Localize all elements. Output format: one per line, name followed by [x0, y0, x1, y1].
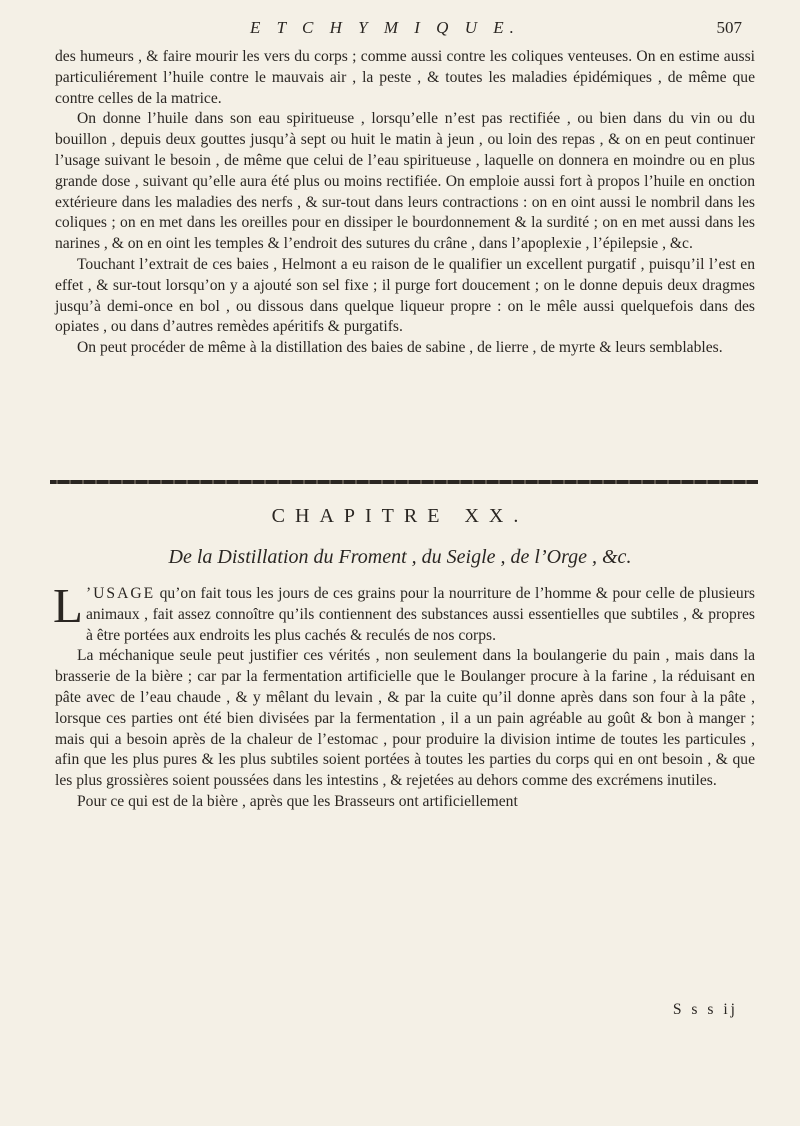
text-block-top — [55, 47, 755, 359]
paragraph: Touchant l’extrait de ces baies , Helmont a eu raison de le qualifier un excellent purgatif , puisqu’il l’est en effet , & sur-tout lorsqu’on y a ajouté son sel fixe ; il purge fort doucement ; on le donne depuis deux dragmes jusqu’à demi-once en bol , ou dissous dans quelque liqueur propre : on le mêle aussi quelquefois dans des opiates , ou dans d’autres remèdes apéritifs & purgatifs. — [55, 255, 755, 336]
page-header — [60, 18, 742, 42]
paragraph — [53, 578, 755, 646]
text-block-chapter — [53, 578, 755, 813]
paragraph: On peut procéder de même à la distillation des baies de sabine , de lierre , de myrte & leurs semblables. — [77, 339, 723, 357]
ornamental-rule — [50, 480, 758, 484]
paragraph: des humeurs , & faire mourir les vers du corps ; comme aussi contre les coliques venteuses. On en estime aussi particuliérement l’huile contre le mauvais air , la peste , & toutes les maladies épidémiques , de même que contre celles de la matrice. — [55, 48, 755, 107]
paragraph: La méchanique seule peut justifier ces vérités , non seulement dans la boulangerie du pain , mais dans la brasserie de la bière ; car par la fermentation artificielle que le Boulanger procure à la farine , la réduisant en pâte avec de l’eau chaude , & y mêlant du levain , & par la cuite qu’il donne après dans son four à la pâte , lorsque ces parties ont été bien divisées par la fermentation , il a un pain agréable au goût & bon à manger ; mais qui a besoin après de la chaleur de l’estomac , pour produire la division intime de toutes les particules , afin que les plus pures & les plus subtiles soient portées à toutes les parties du corps qui en ont besoin , & que les plus grossières soient poussées dans les intestins , & rejetées au dehors comme des excrémens inutiles. — [55, 647, 755, 790]
chapter-heading: CHAPITRE XX. — [271, 505, 529, 527]
lead-word: ’USAGE — [85, 585, 156, 602]
paragraph-text: qu’on fait tous les jours de ces grains pour la nourriture de l’homme & pour celle de plusieurs animaux , fait assez connoître qu’ils contiennent des substances aussi essentielles que subtiles , & propres à être portées aux endroits les plus cachés & reculés de nos corps. — [85, 585, 755, 644]
chapter-subtitle: De la Distillation du Froment , du Seigle , de l’Orge , &c. — [168, 546, 632, 568]
paragraph: Pour ce qui est de la bière , après que les Brasseurs ont artificiellement — [77, 792, 518, 810]
page-number: 507 — [716, 18, 742, 37]
paragraph: On donne l’huile dans son eau spiritueuse , lorsqu’elle n’est pas rectifiée , ou bien dans du vin ou du bouillon , depuis deux gouttes jusqu’à sept ou huit le matin à jeun , ou loin des repas , & on en peut continuer l’usage suivant le besoin , de même que celui de l’eau spiritueuse , laquelle on donnera en moindre ou en plus grande dose , suivant qu’elle aura été plus ou moins rectifiée. On emploie aussi fort à propos l’huile en onction extérieure dans les maladies des nerfs , & sur-tout dans leurs contractions : on en oint aussi le nombril dans les coliques ; on en met dans les oreilles pour en dissiper le bourdonnement & la surdité ; on en met aussi dans les narines , & on en oint les temples & l’endroit des sutures du crâne , dans l’apoplexie , l’épilepsie , &c. — [55, 110, 755, 253]
drop-cap: L — [53, 578, 83, 633]
signature-mark: S s s ij — [672, 1001, 738, 1018]
running-title: E T C H Y M I Q U E. — [250, 18, 520, 37]
